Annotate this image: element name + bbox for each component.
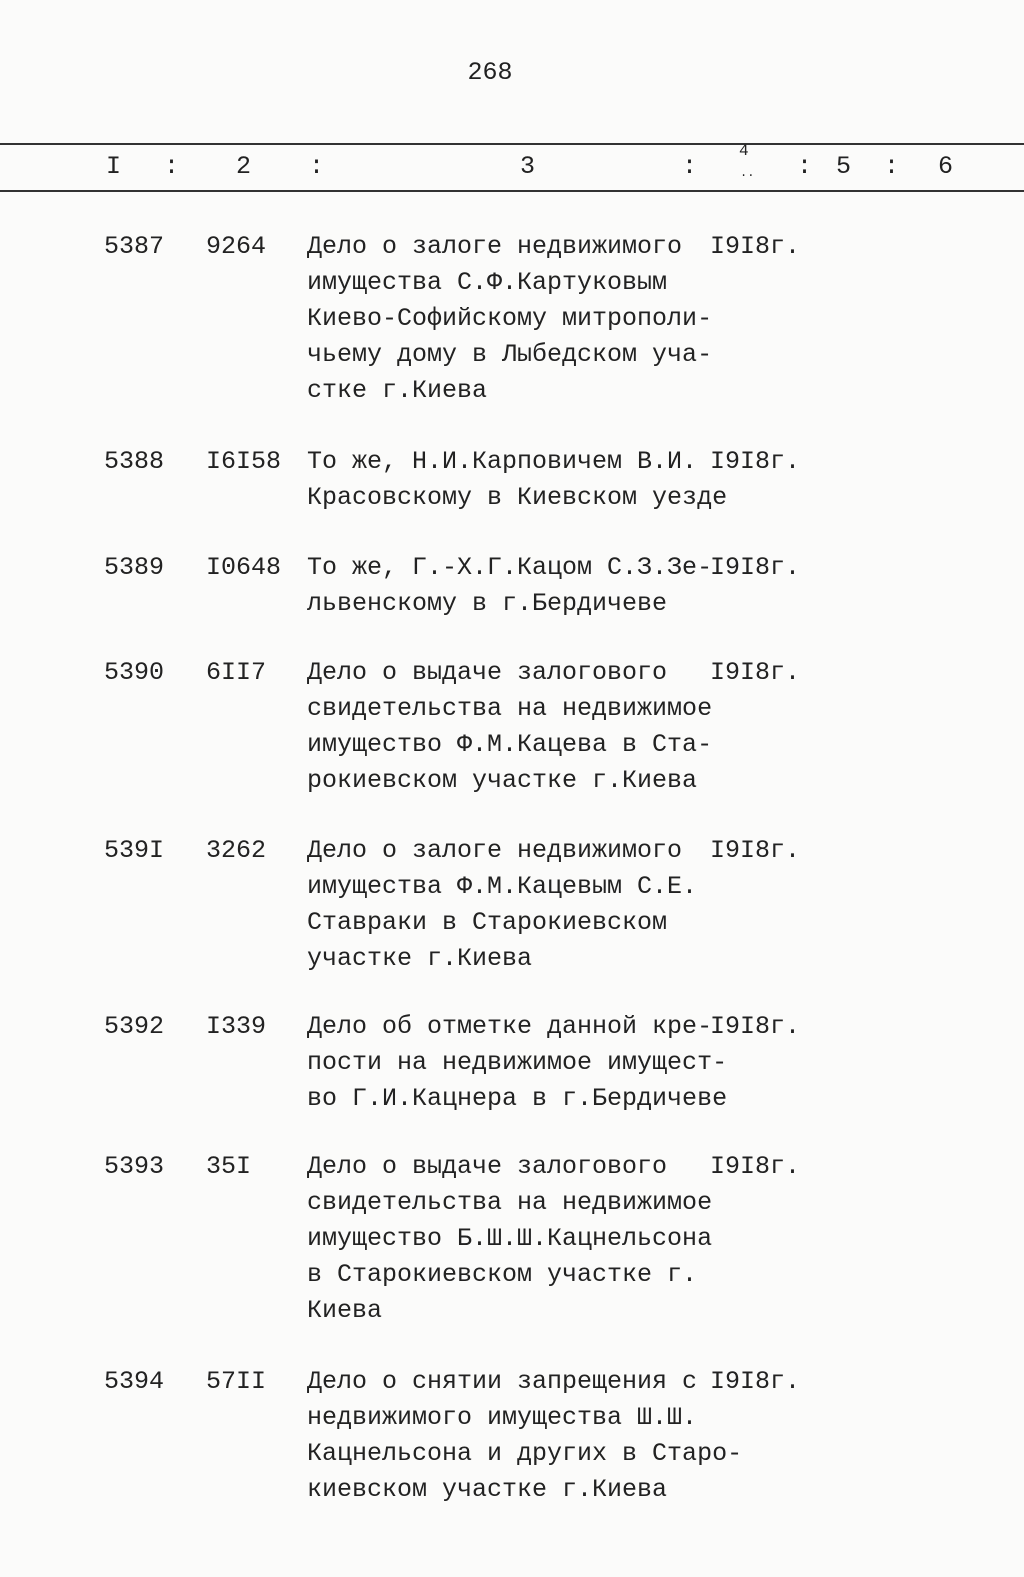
entry-code: 9264 bbox=[206, 232, 267, 261]
entry-code: 57II bbox=[206, 1367, 267, 1396]
description-line: Дело о залоге недвижимого bbox=[307, 232, 683, 261]
description-line: Дело о залоге недвижимого bbox=[307, 836, 683, 865]
header-col-3: 3 bbox=[520, 152, 536, 181]
description-line: в Старокиевском участке г. bbox=[307, 1260, 698, 1289]
description-line: Дело о выдаче залогового bbox=[307, 1152, 668, 1181]
description-line: Дело о выдаче залогового bbox=[307, 658, 668, 687]
description-line: свидетельства на недвижимое bbox=[307, 694, 713, 723]
description-line: недвижимого имущества Ш.Ш. bbox=[307, 1403, 698, 1432]
header-sep-3: : bbox=[682, 152, 698, 181]
header-col-2: 2 bbox=[236, 152, 252, 181]
description-line: То же, Н.И.Карповичем В.И. bbox=[307, 447, 698, 476]
description-line: пости на недвижимое имущест- bbox=[307, 1048, 728, 1077]
entry-number: 5387 bbox=[104, 232, 165, 261]
header-sep-1: : bbox=[164, 152, 180, 181]
description-line: имущество Ф.М.Кацева в Ста- bbox=[307, 730, 713, 759]
header-col-4: 4 bbox=[739, 142, 749, 160]
header-col-1: I bbox=[106, 152, 122, 181]
entry-description bbox=[307, 229, 712, 409]
entry-year: I9I8г. bbox=[710, 658, 801, 687]
entry-year: I9I8г. bbox=[710, 553, 801, 582]
header-sep-2: : bbox=[309, 152, 325, 181]
entry-description bbox=[307, 655, 712, 799]
entry-description bbox=[307, 1149, 712, 1329]
entry-year: I9I8г. bbox=[710, 1152, 801, 1181]
entry-year: I9I8г. bbox=[710, 447, 801, 476]
entry-number: 5388 bbox=[104, 447, 165, 476]
description-line: имущества Ф.М.Кацевым С.Е. bbox=[307, 872, 698, 901]
description-line: участке г.Киева bbox=[307, 944, 533, 973]
description-line: во Г.И.Кацнера в г.Бердичеве bbox=[307, 1084, 728, 1113]
description-line: Киева bbox=[307, 1296, 383, 1325]
header-sep-4: : bbox=[797, 152, 813, 181]
header-bottom-rule bbox=[0, 190, 1024, 192]
entry-description bbox=[307, 833, 697, 977]
description-line: имущества С.Ф.Картуковым bbox=[307, 268, 668, 297]
entry-number: 5393 bbox=[104, 1152, 165, 1181]
header-top-rule bbox=[0, 143, 1024, 145]
entry-description bbox=[307, 550, 712, 622]
description-line: Киево-Софийскому митрополи- bbox=[307, 304, 713, 333]
description-line: киевском участке г.Киева bbox=[307, 1475, 668, 1504]
description-line: рокиевском участке г.Киева bbox=[307, 766, 698, 795]
entry-year: I9I8г. bbox=[710, 1367, 801, 1396]
entry-number: 5390 bbox=[104, 658, 165, 687]
entry-year: I9I8г. bbox=[710, 836, 801, 865]
description-line: Ставраки в Старокиевском bbox=[307, 908, 668, 937]
description-line: Красовскому в Киевском уезде bbox=[307, 483, 728, 512]
description-line: львенскому в г.Бердичеве bbox=[307, 589, 668, 618]
entry-number: 5394 bbox=[104, 1367, 165, 1396]
header-col-5: 5 bbox=[836, 152, 852, 181]
entry-description bbox=[307, 444, 727, 516]
entry-number: 539I bbox=[104, 836, 165, 865]
header-sep-5: : bbox=[884, 152, 900, 181]
header-col-6: 6 bbox=[938, 152, 954, 181]
entry-number: 5392 bbox=[104, 1012, 165, 1041]
entry-year: I9I8г. bbox=[710, 232, 801, 261]
entry-code: 35I bbox=[206, 1152, 252, 1181]
entry-description bbox=[307, 1364, 742, 1508]
entry-code: I0648 bbox=[206, 553, 282, 582]
entry-code: 3262 bbox=[206, 836, 267, 865]
description-line: Кацнельсона и других в Старо- bbox=[307, 1439, 743, 1468]
entry-year: I9I8г. bbox=[710, 1012, 801, 1041]
entry-description bbox=[307, 1009, 727, 1117]
description-line: Дело об отметке данной кре- bbox=[307, 1012, 713, 1041]
description-line: стке г.Киева bbox=[307, 376, 488, 405]
entry-code: I339 bbox=[206, 1012, 267, 1041]
description-line: То же, Г.-Х.Г.Кацом С.З.Зе- bbox=[307, 553, 713, 582]
description-line: чьему дому в Лыбедском уча- bbox=[307, 340, 713, 369]
description-line: свидетельства на недвижимое bbox=[307, 1188, 713, 1217]
description-line: Дело о снятии запрещения с bbox=[307, 1367, 698, 1396]
description-line: имущество Б.Ш.Ш.Кацнельсона bbox=[307, 1224, 713, 1253]
entry-number: 5389 bbox=[104, 553, 165, 582]
entry-code: 6II7 bbox=[206, 658, 267, 687]
page-number: 268 bbox=[467, 58, 513, 87]
header-col-4-mark: .. bbox=[740, 166, 755, 180]
entry-code: I6I58 bbox=[206, 447, 282, 476]
